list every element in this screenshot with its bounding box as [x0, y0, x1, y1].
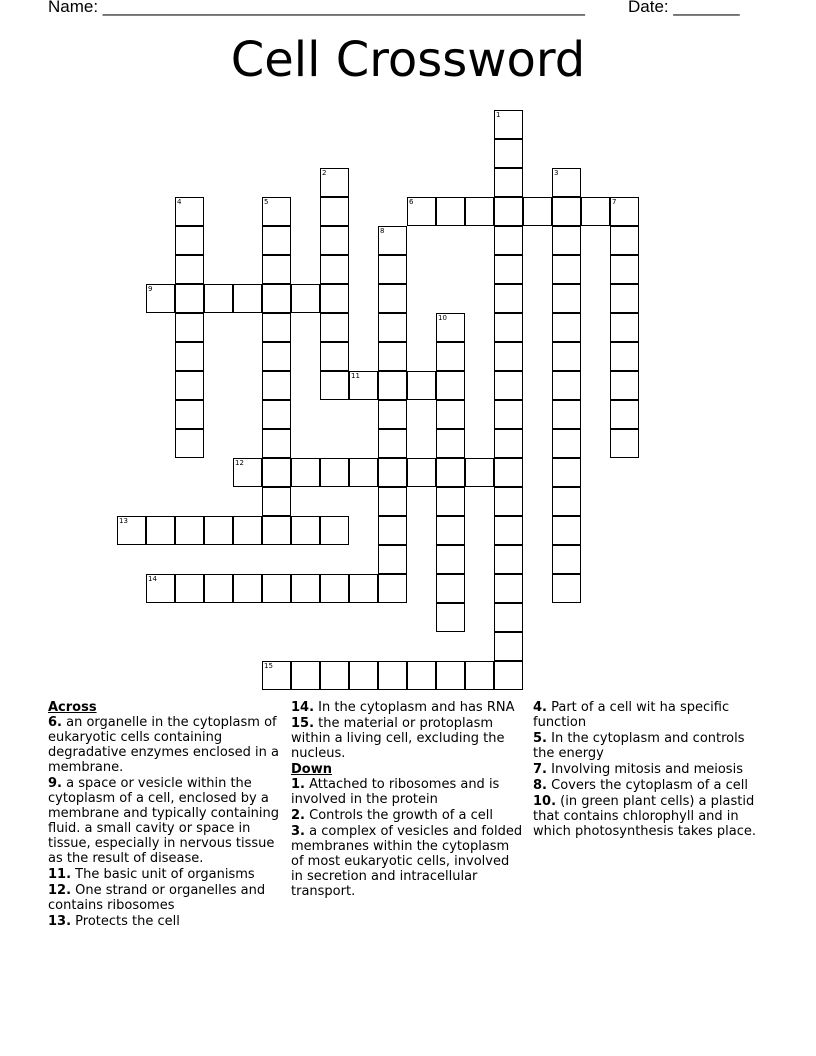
grid-cell[interactable] [291, 516, 320, 545]
clue-item-number: 3. [291, 824, 305, 839]
clue-number: 7 [612, 198, 617, 206]
clue-item-text: the material or protoplasm within a living cell, excluding the nucleus. [291, 716, 505, 761]
clue-number: 10 [438, 314, 447, 322]
grid-cell[interactable] [204, 574, 233, 603]
grid-cell[interactable] [175, 371, 204, 400]
grid-cell[interactable] [378, 574, 407, 603]
clue-item [48, 776, 280, 866]
grid-cell[interactable] [262, 429, 291, 458]
grid-cell[interactable] [494, 574, 523, 603]
grid-cell[interactable] [436, 342, 465, 371]
grid-cell[interactable] [552, 487, 581, 516]
clue-item-text: The basic unit of organisms [71, 867, 255, 882]
grid-cell[interactable] [349, 371, 378, 400]
grid-cell[interactable] [320, 284, 349, 313]
grid-cell[interactable] [552, 255, 581, 284]
grid-cell[interactable] [175, 429, 204, 458]
grid-cell[interactable] [436, 458, 465, 487]
grid-cell[interactable] [436, 313, 465, 342]
clue-item-text: an organelle in the cytoplasm of eukaryotic cells containing degradative enzymes enclosed in a membrane. [48, 715, 279, 775]
grid-cell[interactable] [262, 313, 291, 342]
grid-cell[interactable] [175, 342, 204, 371]
clue-number: 2 [322, 169, 327, 177]
grid-cell[interactable] [494, 632, 523, 661]
grid-cell[interactable] [494, 516, 523, 545]
grid-cell[interactable] [407, 197, 436, 226]
clue-item-number: 9. [48, 776, 62, 791]
grid-cell[interactable] [436, 197, 465, 226]
clue-number: 14 [148, 575, 157, 583]
grid-cell[interactable] [175, 574, 204, 603]
grid-cell[interactable] [262, 226, 291, 255]
grid-cell[interactable] [610, 313, 639, 342]
grid-cell[interactable] [494, 342, 523, 371]
clue-item [48, 883, 280, 913]
clue-number: 4 [177, 198, 182, 206]
grid-cell[interactable] [494, 371, 523, 400]
clue-number: 12 [235, 459, 244, 467]
grid-cell[interactable] [262, 487, 291, 516]
clue-item-number: 1. [291, 777, 305, 792]
grid-cell[interactable] [378, 342, 407, 371]
grid-cell[interactable] [552, 429, 581, 458]
clue-item-text: Controls the growth of a cell [304, 808, 493, 823]
grid-cell[interactable] [175, 284, 204, 313]
clue-item-number: 14. [291, 700, 315, 715]
grid-cell[interactable] [175, 197, 204, 226]
grid-cell[interactable] [320, 255, 349, 284]
grid-cell[interactable] [494, 139, 523, 168]
grid-cell[interactable] [378, 313, 407, 342]
grid-cell[interactable] [378, 516, 407, 545]
clue-item [533, 762, 765, 777]
grid-cell[interactable] [494, 458, 523, 487]
grid-cell[interactable] [262, 400, 291, 429]
grid-cell[interactable] [349, 661, 378, 690]
clue-item [533, 731, 765, 761]
grid-cell[interactable] [320, 197, 349, 226]
grid-cell[interactable] [320, 168, 349, 197]
grid-cell[interactable] [320, 661, 349, 690]
grid-cell[interactable] [494, 313, 523, 342]
grid-cell[interactable] [465, 197, 494, 226]
grid-cell[interactable] [494, 110, 523, 139]
grid-cell[interactable] [610, 255, 639, 284]
grid-cell[interactable] [175, 400, 204, 429]
clue-item-number: 15. [291, 716, 315, 731]
grid-cell[interactable] [291, 661, 320, 690]
grid-cell[interactable] [407, 371, 436, 400]
clue-item-text: Involving mitosis and meiosis [546, 762, 743, 777]
grid-cell[interactable] [291, 458, 320, 487]
grid-cell[interactable] [610, 284, 639, 313]
grid-cell[interactable] [378, 400, 407, 429]
grid-cell[interactable] [262, 342, 291, 371]
clue-item-number: 2. [291, 808, 305, 823]
clue-item [48, 914, 280, 929]
grid-cell[interactable] [552, 168, 581, 197]
grid-cell[interactable] [552, 371, 581, 400]
grid-cell[interactable] [436, 429, 465, 458]
grid-cell[interactable] [610, 226, 639, 255]
clue-item [533, 700, 765, 730]
grid-cell[interactable] [436, 603, 465, 632]
grid-cell[interactable] [262, 574, 291, 603]
clue-item-number: 5. [533, 731, 547, 746]
grid-cell[interactable] [291, 284, 320, 313]
grid-cell[interactable] [378, 255, 407, 284]
down-heading: Down [291, 762, 332, 777]
grid-cell[interactable] [146, 574, 175, 603]
clue-item [48, 715, 280, 775]
clue-column-1 [48, 700, 280, 930]
grid-cell[interactable] [204, 284, 233, 313]
grid-cell[interactable] [436, 545, 465, 574]
clue-item [48, 867, 280, 882]
grid-cell[interactable] [436, 574, 465, 603]
grid-cell[interactable] [552, 197, 581, 226]
grid-cell[interactable] [552, 545, 581, 574]
clue-item-number: 6. [48, 715, 62, 730]
page-title: Cell Crossword [230, 32, 586, 88]
clue-item-number: 13. [48, 914, 72, 929]
clue-item [533, 794, 765, 839]
clue-number: 13 [119, 517, 128, 525]
grid-cell[interactable] [320, 313, 349, 342]
clue-item [291, 716, 523, 761]
grid-cell[interactable] [436, 371, 465, 400]
clue-item-text: Covers the cytoplasm of a cell [546, 778, 748, 793]
grid-cell[interactable] [320, 371, 349, 400]
grid-cell[interactable] [494, 255, 523, 284]
grid-cell[interactable] [610, 197, 639, 226]
grid-cell[interactable] [320, 458, 349, 487]
clue-item [291, 777, 523, 807]
grid-cell[interactable] [378, 661, 407, 690]
clue-item-text: a space or vesicle within the cytoplasm of a cell, enclosed by a membrane and typically containing fluid. a small cavity or space in tissue, especially in nervous tissue as the result of disease. [48, 776, 280, 866]
clue-number: 15 [264, 662, 273, 670]
grid-cell[interactable] [552, 516, 581, 545]
grid-cell[interactable] [494, 168, 523, 197]
grid-cell[interactable] [407, 661, 436, 690]
clue-number: 1 [496, 111, 501, 119]
grid-cell[interactable] [146, 284, 175, 313]
grid-cell[interactable] [378, 226, 407, 255]
across-heading: Across [48, 700, 97, 715]
grid-cell[interactable] [552, 574, 581, 603]
grid-cell[interactable] [378, 429, 407, 458]
grid-cell[interactable] [262, 284, 291, 313]
grid-cell[interactable] [378, 487, 407, 516]
clue-item [291, 700, 523, 715]
date-field-label: Date: _______ [628, 0, 740, 16]
clue-number: 8 [380, 227, 385, 235]
clue-column-3 [533, 700, 765, 840]
grid-cell[interactable] [552, 313, 581, 342]
grid-cell[interactable] [552, 284, 581, 313]
clue-item-number: 4. [533, 700, 547, 715]
grid-cell[interactable] [146, 516, 175, 545]
grid-cell[interactable] [262, 371, 291, 400]
clue-item-number: 12. [48, 883, 72, 898]
clue-column-2 [291, 700, 523, 900]
grid-cell[interactable] [233, 574, 262, 603]
grid-cell[interactable] [436, 487, 465, 516]
grid-cell[interactable] [494, 545, 523, 574]
clue-item-number: 7. [533, 762, 547, 777]
grid-cell[interactable] [233, 284, 262, 313]
grid-cell[interactable] [117, 516, 146, 545]
grid-cell[interactable] [552, 400, 581, 429]
grid-cell[interactable] [465, 458, 494, 487]
grid-cell[interactable] [320, 574, 349, 603]
grid-cell[interactable] [494, 400, 523, 429]
grid-cell[interactable] [581, 197, 610, 226]
clue-item-number: 8. [533, 778, 547, 793]
grid-cell[interactable] [407, 458, 436, 487]
clue-item-number: 11. [48, 867, 72, 882]
clue-item-text: Protects the cell [71, 914, 180, 929]
grid-cell[interactable] [175, 313, 204, 342]
clue-item-text: In the cytoplasm and has RNA [314, 700, 515, 715]
grid-cell[interactable] [349, 574, 378, 603]
grid-cell[interactable] [436, 661, 465, 690]
grid-cell[interactable] [262, 255, 291, 284]
grid-cell[interactable] [378, 284, 407, 313]
grid-cell[interactable] [610, 400, 639, 429]
clue-item-text: (in green plant cells) a plastid that contains chlorophyll and in which photosynthesis takes place. [533, 794, 756, 839]
grid-cell[interactable] [610, 371, 639, 400]
grid-cell[interactable] [262, 661, 291, 690]
grid-cell[interactable] [494, 487, 523, 516]
clue-item-text: Attached to ribosomes and is involved in the protein [291, 777, 500, 807]
grid-cell[interactable] [233, 516, 262, 545]
grid-cell[interactable] [204, 516, 233, 545]
grid-cell[interactable] [465, 661, 494, 690]
clue-item-number: 10. [533, 794, 557, 809]
clue-number: 6 [409, 198, 414, 206]
clue-item-text: a complex of vesicles and folded membranes within the cytoplasm of most eukaryotic cells, involved in secretion and intracellular transport. [291, 824, 523, 899]
grid-cell[interactable] [175, 255, 204, 284]
grid-cell[interactable] [378, 371, 407, 400]
clue-item [291, 808, 523, 823]
grid-cell[interactable] [523, 197, 552, 226]
grid-cell[interactable] [320, 516, 349, 545]
grid-cell[interactable] [320, 226, 349, 255]
grid-cell[interactable] [494, 284, 523, 313]
grid-cell[interactable] [552, 226, 581, 255]
grid-cell[interactable] [552, 458, 581, 487]
grid-cell[interactable] [262, 458, 291, 487]
clue-number: 11 [351, 372, 360, 380]
clue-item-text: In the cytoplasm and controls the energy [533, 731, 745, 761]
clue-item-text: Part of a cell wit ha specific function [533, 700, 730, 730]
grid-cell[interactable] [175, 516, 204, 545]
grid-cell[interactable] [291, 574, 320, 603]
grid-cell[interactable] [610, 429, 639, 458]
grid-cell[interactable] [378, 458, 407, 487]
clue-item [533, 778, 765, 793]
clue-number: 9 [148, 285, 153, 293]
grid-cell[interactable] [436, 400, 465, 429]
clue-number: 3 [554, 169, 559, 177]
grid-cell[interactable] [378, 545, 407, 574]
grid-cell[interactable] [175, 226, 204, 255]
grid-cell[interactable] [494, 197, 523, 226]
grid-cell[interactable] [610, 342, 639, 371]
clue-number: 5 [264, 198, 269, 206]
grid-cell[interactable] [494, 226, 523, 255]
grid-cell[interactable] [494, 429, 523, 458]
clue-item-text: One strand or organelles and contains ribosomes [48, 883, 266, 913]
grid-cell[interactable] [494, 661, 523, 690]
clue-item [291, 824, 523, 899]
grid-cell[interactable] [262, 197, 291, 226]
name-field-label: Name: ___________________________________________________ [48, 0, 585, 16]
grid-cell[interactable] [436, 516, 465, 545]
grid-cell[interactable] [494, 603, 523, 632]
grid-cell[interactable] [552, 342, 581, 371]
grid-cell[interactable] [262, 516, 291, 545]
grid-cell[interactable] [349, 458, 378, 487]
grid-cell[interactable] [233, 458, 262, 487]
grid-cell[interactable] [320, 342, 349, 371]
